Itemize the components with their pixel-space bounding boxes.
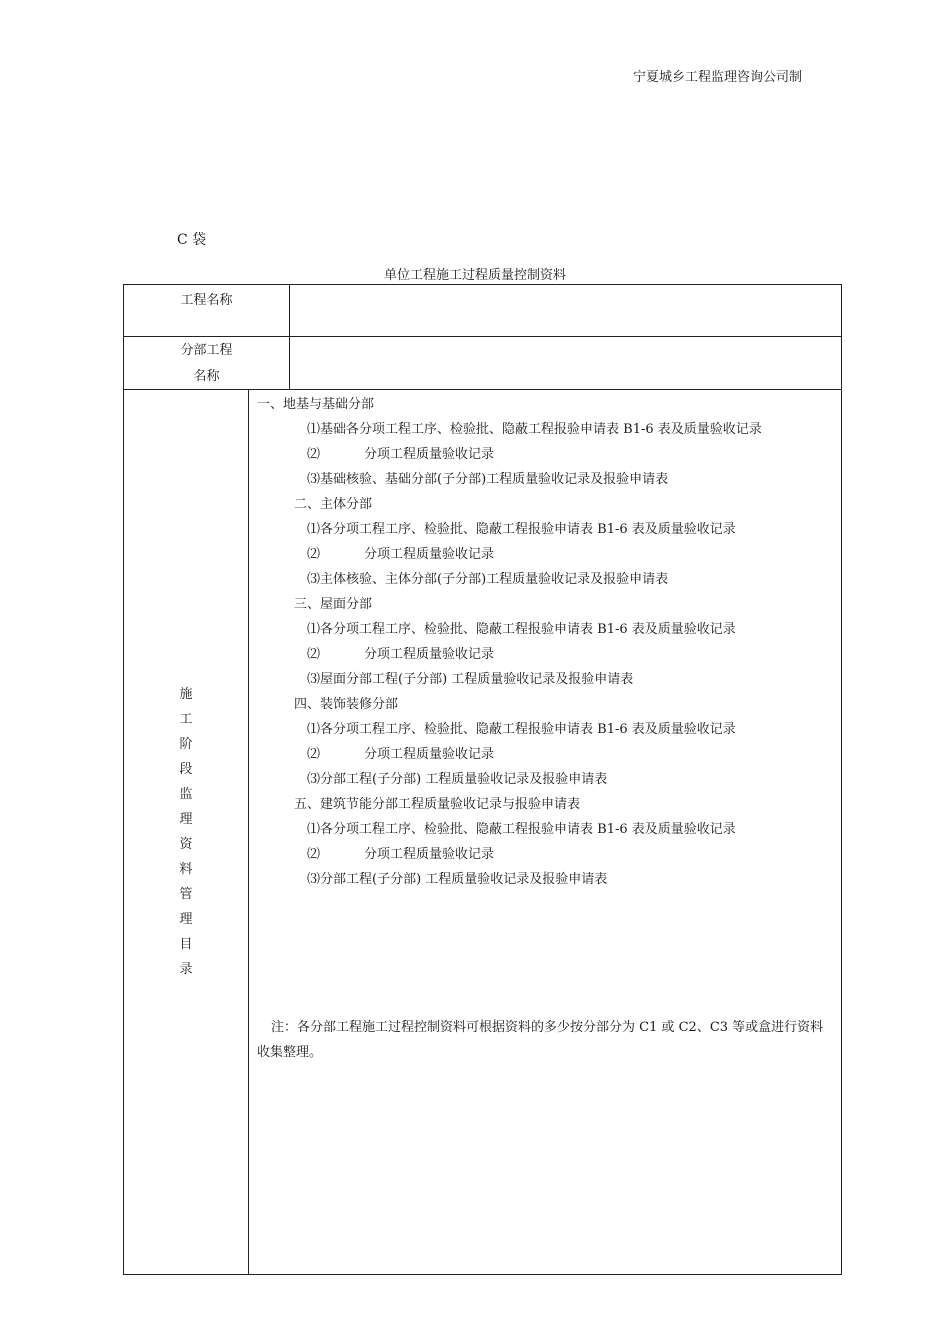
section-heading: 四、装饰装修分部: [294, 697, 399, 712]
item-text: 分项工程质量验收记录: [364, 447, 495, 462]
catalog-row: [124, 390, 842, 1275]
item-number: ⑵: [307, 547, 321, 562]
sub-project-label-line1: 分部工程: [180, 343, 233, 358]
section-heading: 五、建筑节能分部工程质量验收记录与报验申请表: [294, 797, 581, 812]
list-item: [249, 642, 841, 667]
item-text: 基础核验、基础分部(子分部)工程质量验收记录及报验申请表: [320, 472, 669, 487]
document-title: 单位工程施工过程质量控制资料: [383, 268, 566, 283]
item-text: 分项工程质量验收记录: [364, 547, 495, 562]
item-text: 各分项工程工序、检验批、隐蔽工程报验申请表 B1-6 表及质量验收记录: [320, 622, 736, 637]
item-number: ⑵: [307, 747, 321, 762]
section-heading: 一、地基与基础分部: [257, 397, 375, 412]
list-item: [249, 467, 841, 492]
list-item: [249, 867, 841, 892]
item-text: 各分项工程工序、检验批、隐蔽工程报验申请表 B1-6 表及质量验收记录: [320, 722, 736, 737]
item-number: ⑴: [307, 722, 321, 737]
item-text: 分部工程(子分部) 工程质量验收记录及报验申请表: [320, 772, 608, 787]
item-number: ⑴: [307, 822, 321, 837]
item-text: 各分项工程工序、检验批、隐蔽工程报验申请表 B1-6 表及质量验收记录: [320, 822, 736, 837]
item-number: ⑵: [307, 647, 321, 662]
project-name-label-cell: [124, 285, 290, 337]
item-text: 屋面分部工程(子分部) 工程质量验收记录及报验申请表: [320, 672, 634, 687]
control-data-table: [123, 284, 842, 1275]
section-heading: 三、屋面分部: [294, 597, 373, 612]
project-name-value-cell[interactable]: [290, 285, 842, 337]
item-text: 主体核验、主体分部(子分部)工程质量验收记录及报验申请表: [320, 572, 669, 587]
item-text: 分项工程质量验收记录: [364, 747, 495, 762]
item-number: ⑴: [307, 622, 321, 637]
item-text: 各分项工程工序、检验批、隐蔽工程报验申请表 B1-6 表及质量验收记录: [320, 522, 736, 537]
list-item: [249, 667, 841, 692]
item-number: ⑶: [307, 572, 321, 587]
sub-project-value-cell[interactable]: [290, 337, 842, 390]
list-item: [249, 517, 841, 542]
catalog-list: [249, 392, 841, 892]
sub-project-row: [124, 337, 842, 390]
item-text: 分部工程(子分部) 工程质量验收记录及报验申请表: [320, 872, 608, 887]
list-item: [249, 442, 841, 467]
bag-label: C 袋: [177, 232, 207, 248]
item-text: 基础各分项工程工序、检验批、隐蔽工程报验申请表 B1-6 表及质量验收记录: [320, 422, 762, 437]
list-item: [249, 717, 841, 742]
item-number: ⑵: [307, 847, 321, 862]
side-label-cell: [124, 390, 249, 1275]
list-item: [249, 542, 841, 567]
item-text: 分项工程质量验收记录: [364, 647, 495, 662]
list-item: [249, 742, 841, 767]
item-number: ⑵: [307, 447, 321, 462]
list-item: [249, 767, 841, 792]
item-number: ⑶: [307, 872, 321, 887]
note-text: 注：各分部工程施工过程控制资料可根据资料的多少按分部分为 C1 或 C2、C3 等或盒进行资料收集整理。: [257, 1020, 824, 1060]
list-item: [249, 842, 841, 867]
list-item: [249, 617, 841, 642]
list-item: [249, 417, 841, 442]
catalog-content-cell: [249, 390, 842, 1275]
item-number: ⑴: [307, 422, 321, 437]
list-item: [249, 817, 841, 842]
section-heading: 二、主体分部: [294, 497, 373, 512]
company-name: 宁夏城乡工程监理咨询公司制: [632, 70, 802, 85]
item-number: ⑶: [307, 672, 321, 687]
sub-project-label-line2: 名称: [193, 369, 220, 384]
item-number: ⑶: [307, 772, 321, 787]
item-text: 分项工程质量验收记录: [364, 847, 495, 862]
item-number: ⑶: [307, 472, 321, 487]
project-name-row: [124, 285, 842, 337]
item-number: ⑴: [307, 522, 321, 537]
sub-project-label-cell: [124, 337, 290, 390]
project-name-label: 工程名称: [180, 293, 233, 308]
list-item: [249, 567, 841, 592]
side-label: 施工阶段监理资料管理目录: [179, 687, 193, 977]
